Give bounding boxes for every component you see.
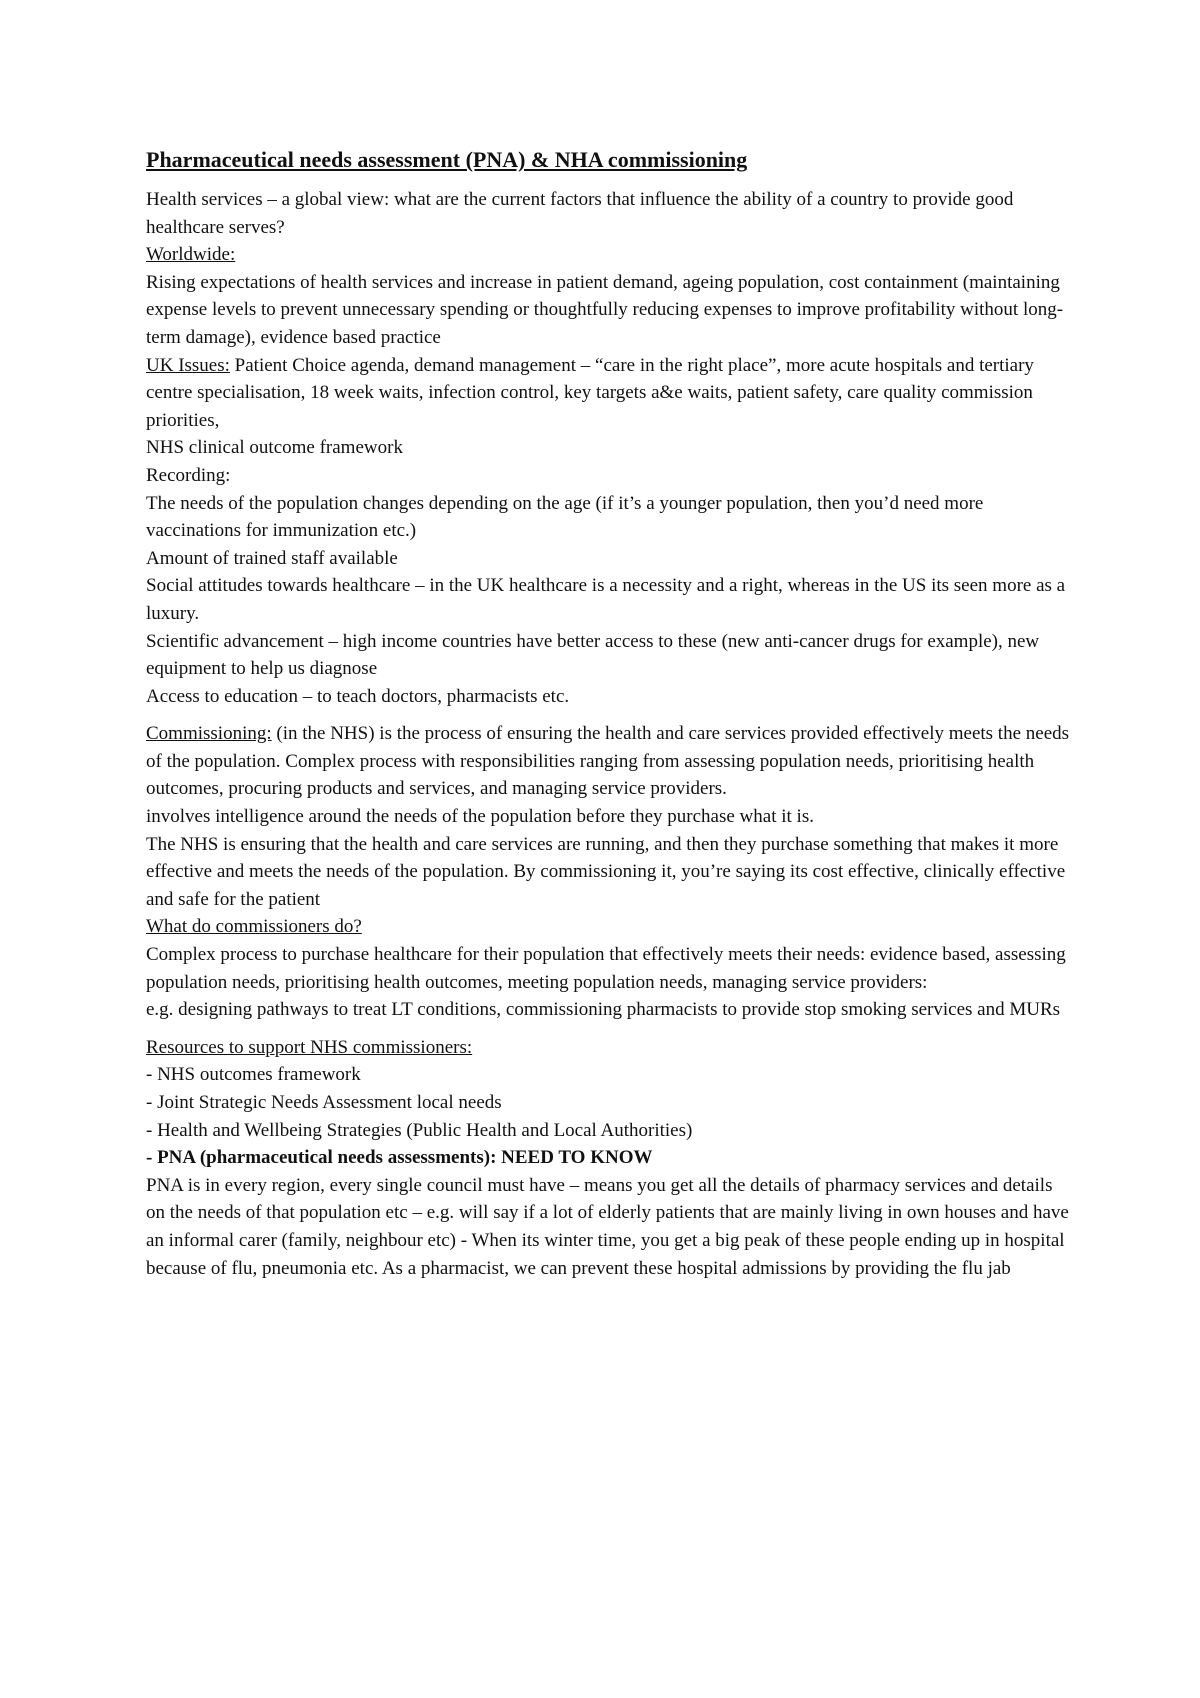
pna-text: PNA is in every region, every single council must have – means you get all the details of pharmacy services and details on the needs of that population etc – e.g. will say if a lot of elderly patients that are mainly living in own houses and have an informal carer (family, neighbour etc) - When its winter time, you get a big peak of these people ending up in hospital because of flu, pneumonia etc. As a pharmacist, we can prevent these hospital admissions by providing the flu jab [146,1174,1069,1279]
education-line: Access to education – to teach doctors, pharmacists etc. [146,685,570,707]
spacer [146,1024,1071,1034]
resource-item: - Health and Wellbeing Strategies (Public Health and Local Authorities) [146,1119,693,1141]
what-do-text: Complex process to purchase healthcare for their population that effectively meets their needs: evidence based, assessing population needs, prioritising health outcomes, meeting population needs, managing service providers: [146,944,1066,993]
spacer [146,710,1071,720]
commissioning-heading: Commissioning: [146,723,272,745]
intelligence-line: involves intelligence around the needs of the population before they purchase what it is. [146,806,814,828]
uk-issues-text: Patient Choice agenda, demand management – “care in the right place”, more acute hospitals and tertiary centre specialisation, 18 week waits, infection control, key targets a&e waits, patient safety, care quality commission priorities, [146,354,1034,431]
resources-heading: Resources to support NHS commissioners: [146,1036,473,1058]
intro-paragraph: Health services – a global view: what are the current factors that influence the ability of a country to provide good healthcare serves? [146,189,1014,238]
document-title: Pharmaceutical needs assessment (PNA) & NHA commissioning [146,147,748,172]
what-do-example: e.g. designing pathways to treat LT conditions, commissioning pharmacists to provide stop smoking services and MURs [146,999,1061,1021]
document-page [146,146,1071,1282]
resource-item: - Joint Strategic Needs Assessment local needs [146,1092,502,1113]
resource-item: - NHS outcomes framework [146,1064,361,1086]
what-do-heading: What do commissioners do? [146,916,362,938]
commissioning-text: (in the NHS) is the process of ensuring the health and care services provided effectively meets the needs of the population. Complex process with responsibilities ranging from assessing population needs, prioritising health outcomes, procuring products and services, and managing service providers. [146,723,1070,800]
commissioning-paragraph [146,720,1071,803]
needs-population-text: The needs of the population changes depending on the age (if it’s a younger population, then you’d need more vaccinations for immunization etc.) [146,492,984,542]
trained-staff-line: Amount of trained staff available [146,547,398,569]
worldwide-heading: Worldwide: [146,244,236,266]
uk-issues-heading: UK Issues: [146,354,230,376]
nhs-ensuring-text: The NHS is ensuring that the health and care services are running, and then they purchase something that makes it more effective and meets the needs of the population. By commissioning it, you’re saying its cost effective, clinically effective and safe for the patient [146,833,1066,910]
worldwide-text: Rising expectations of health services and increase in patient demand, ageing population, cost containment (maintaining expense levels to prevent unnecessary spending or thoughtfully reducing expenses to improve profitability without long-term damage), evidence based practice [146,271,1064,348]
scientific-text: Scientific advancement – high income countries have better access to these (new anti-cancer drugs for example), new equipment to help us diagnose [146,630,1040,680]
recording-heading: Recording: [146,464,231,486]
nhs-framework-line: NHS clinical outcome framework [146,437,403,459]
uk-issues-paragraph [146,352,1071,435]
social-attitudes-text: Social attitudes towards healthcare – in the UK healthcare is a necessity and a right, whereas in the US its seen more as a luxury. [146,575,1066,624]
pna-item: - PNA (pharmaceutical needs assessments): NEED TO KNOW [146,1147,653,1169]
